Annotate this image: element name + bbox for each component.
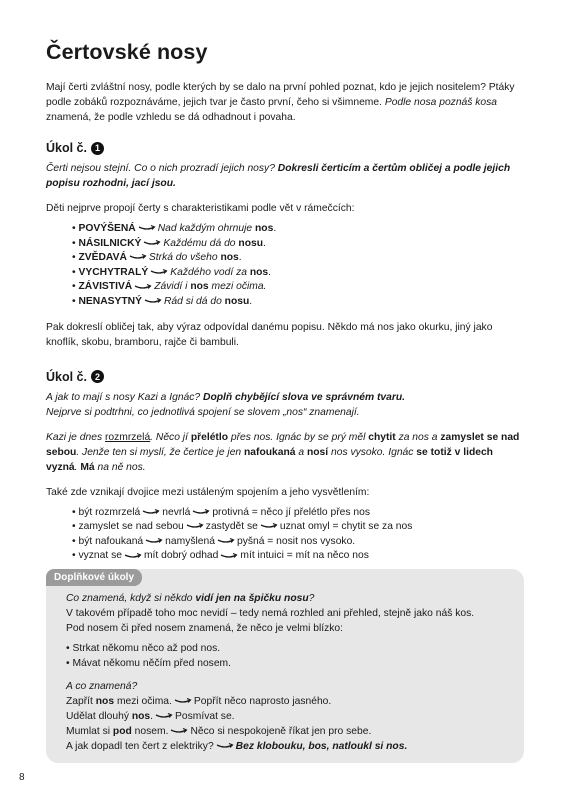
arrow-icon	[174, 697, 192, 705]
intro-text: Mají čerti zvláštní nosy, podle kterých by se dalo na první pohled poznat, kdo je jejich nositelem? Ptáky podle zobáků rozpoznáváme, jejich tvar je často první, čeho si všimneme.	[46, 82, 515, 108]
arrow-icon	[142, 508, 160, 516]
pair-b: zastydět se	[205, 521, 258, 533]
row-text: nosem.	[131, 726, 169, 738]
task2-pairs-intro: Také zde vznikají dvojice mezi ustáleným spojením a jeho vysvětlením:	[46, 486, 370, 498]
task2-instruction: Doplň chybějící slova ve správném tvaru.	[203, 391, 406, 403]
extra-line-2: V takovém případě toho moc nevidí – tedy nemá rozhled ani přehled, stejně jako náš kos.	[66, 608, 475, 619]
arrow-icon	[192, 508, 210, 516]
extra-q1-text: Co znamená, když si někdo	[66, 593, 196, 604]
task2-story	[46, 430, 524, 475]
intro-text-end: znamená, že podle vzhledu se dá odhadnout i povaha.	[46, 112, 296, 123]
row-text: .	[150, 711, 154, 723]
row-text: Zapřít	[66, 696, 96, 708]
task2-heading-label: Úkol č.	[46, 369, 87, 384]
arrow-icon	[134, 283, 152, 291]
trait-phrase: Rád si dá do	[163, 295, 225, 307]
trait-end: .	[249, 295, 253, 307]
pair-c: protivná = něco jí přelétlo přes nos	[212, 506, 371, 518]
extra-question-2: A co znamená?	[66, 681, 138, 693]
story-filled-word: zamyslet se nad sebou	[46, 431, 520, 458]
row-meaning: Něco si nespokojeně říkat jen pro sebe.	[190, 726, 372, 738]
extra-q1-end: ?	[308, 593, 315, 604]
trait-word: NÁSILNICKÝ	[78, 237, 142, 249]
trait-nose: nos	[220, 252, 239, 264]
story-filled-word: Má	[80, 461, 95, 473]
trait-nose: nos	[249, 266, 269, 278]
trait-end: .	[268, 266, 272, 278]
trait-nose: nos	[255, 223, 274, 234]
arrow-icon	[143, 239, 161, 247]
story-part: . Něco jí	[150, 431, 191, 443]
row-nose: pod	[112, 726, 132, 738]
row-text: Udělat dlouhý	[66, 711, 132, 723]
trait-end: .	[273, 223, 277, 234]
list-item	[72, 280, 524, 295]
arrow-icon	[170, 727, 188, 735]
row-nose: nos	[95, 696, 115, 708]
extra-line-3: Pod nosem či před nosem znamená, že něco je velmi blízko:	[66, 623, 344, 634]
arrow-icon	[217, 537, 235, 545]
task1-after-text: Pak dokreslí obličej tak, aby výraz odpovídal danému popisu. Někdo má nos jako okurku, jiný jako knoflík, skobu, bramboru, rajče či bambuli.	[46, 321, 493, 348]
row-answer: Bez klobouku, bos, natloukl si nos.	[235, 741, 408, 753]
pair-a: být rozmrzelá	[78, 506, 141, 518]
intro-paragraph	[46, 80, 524, 125]
list-item	[72, 520, 524, 535]
pair-b: nevrlá	[162, 506, 191, 518]
intro-proverb: Podle nosa poznáš kosa	[384, 97, 498, 108]
trait-end: .	[238, 252, 242, 264]
arrow-icon	[144, 297, 162, 305]
arrow-icon	[220, 552, 238, 560]
story-part: Kazi je dnes	[46, 431, 105, 443]
pair-c: pyšná = nosit nos vysoko.	[236, 535, 356, 547]
trait-phrase: Nad každým ohrnuje	[157, 223, 256, 234]
row-text: A jak dopadl ten čert z elektriky?	[66, 741, 214, 753]
trait-nose: nosu	[224, 295, 250, 307]
row-nose: nos	[131, 711, 151, 723]
story-part: na ně nos.	[94, 461, 146, 473]
trait-end: .	[263, 237, 266, 249]
task2-instruction-2: Nejprve si podtrhni, co jednotlivá spojení se slovem „nos“ znamenají.	[46, 406, 360, 418]
arrow-icon	[124, 552, 142, 560]
pair-c: uznat omyl = chytit se za nos	[279, 521, 413, 533]
list-item	[72, 251, 524, 266]
trait-phrase: Každého vodí za	[170, 266, 250, 278]
trait-word: ZVĚDAVÁ	[78, 252, 127, 264]
row-text: mezi očima.	[114, 696, 172, 708]
arrow-icon	[260, 522, 278, 530]
idiom-pairs-list	[46, 506, 524, 564]
list-item	[72, 222, 524, 237]
task1-question	[46, 161, 524, 191]
arrow-icon	[155, 712, 173, 720]
arrow-icon	[216, 742, 234, 750]
trait-nose: nosu	[238, 237, 264, 249]
list-item	[72, 506, 524, 521]
extra-tasks-content	[66, 591, 516, 754]
row-meaning: Popřít něco naprosto jasného.	[193, 696, 332, 708]
list-item	[72, 237, 524, 252]
list-item: • Mávat někomu něčím před nosem.	[66, 657, 516, 672]
arrow-icon	[145, 537, 163, 545]
row-meaning: Posmívat se.	[175, 711, 235, 723]
pair-a: být nafoukaná	[78, 535, 144, 547]
task2-number-badge: 2	[91, 370, 104, 383]
extra-row-4	[66, 739, 516, 754]
pair-b: namyšlená	[165, 535, 215, 547]
story-part: nos vysoko. Ignác	[328, 446, 417, 458]
list-item	[72, 266, 524, 281]
trait-word: POVÝŠENÁ	[78, 223, 136, 234]
story-part: přes nos. Ignác by se prý měl	[228, 431, 369, 443]
task1-instruction: Dokresli čerticím a čertům obličej a podle jejich popisu rozhodni, jací jsou.	[46, 163, 511, 189]
pair-a: vyznat se	[78, 550, 122, 562]
story-filled-word: přelétlo	[190, 431, 229, 443]
trait-phrase: Závidí i	[154, 281, 191, 293]
list-item	[72, 535, 524, 550]
trait-phrase: Strká do všeho	[148, 252, 221, 264]
page-number: 8	[19, 772, 25, 783]
story-filled-word: rozmrzelá	[104, 431, 151, 443]
pair-a: zamyslet se nad sebou	[78, 521, 184, 533]
extra-row-2	[66, 709, 516, 724]
list-item	[72, 549, 524, 564]
arrow-icon	[186, 522, 204, 530]
story-part: za nos a	[395, 431, 441, 443]
story-filled-word: se totiž v lidech vyzná	[46, 446, 493, 473]
task2-question	[46, 390, 524, 405]
trait-end: mezi očima.	[208, 281, 267, 293]
arrow-icon	[129, 253, 147, 261]
extra-tasks-tag: Doplňkové úkoly	[46, 569, 142, 586]
trait-list	[46, 222, 524, 310]
arrow-icon	[150, 268, 168, 276]
pair-b: mít dobrý odhad	[143, 550, 219, 562]
story-filled-word: chytit	[368, 431, 396, 443]
trait-nose: nos	[190, 281, 209, 293]
page-content	[46, 40, 524, 574]
task1-pair-intro: Děti nejprve propojí čerty s charakteristikami podle vět v rámečcích:	[46, 203, 355, 214]
task2-heading	[46, 370, 524, 384]
story-part: a	[295, 446, 307, 458]
task1-number-badge: 1	[91, 142, 104, 155]
task1-heading	[46, 141, 524, 155]
extra-q1-idiom: vidí jen na špičku nosu	[195, 593, 309, 604]
trait-word: ZÁVISTIVÁ	[78, 281, 133, 293]
trait-word: VYCHYTRALÝ	[78, 266, 149, 278]
pair-c: mít intuici = mít na něco nos	[240, 550, 369, 562]
arrow-icon	[138, 224, 156, 232]
list-item: • Strkat někomu něco až pod nos.	[66, 642, 516, 657]
task2-question-text: A jak to mají s nosy Kazi a Ignác?	[46, 391, 204, 403]
task1-question-text: Čerti nejsou stejní. Co o nich prozradí jejich nosy?	[46, 163, 278, 174]
page-title: Čertovské nosy	[46, 40, 208, 64]
trait-phrase: Každému dá do	[163, 237, 239, 249]
task1-heading-label: Úkol č.	[46, 141, 87, 155]
story-part: . Jenže ten si myslí, že čertice je jen	[76, 446, 245, 458]
extra-bullets	[66, 642, 516, 671]
story-part: .	[74, 461, 81, 473]
extra-row-3	[66, 724, 516, 739]
story-filled-word: nafoukaná	[244, 446, 296, 458]
row-text: Mumlat si	[66, 726, 113, 738]
story-filled-word: nosí	[306, 446, 329, 458]
extra-question-1	[66, 591, 516, 606]
list-item	[72, 295, 524, 310]
trait-word: NENASYTNÝ	[78, 295, 142, 307]
extra-row-1	[66, 694, 516, 709]
